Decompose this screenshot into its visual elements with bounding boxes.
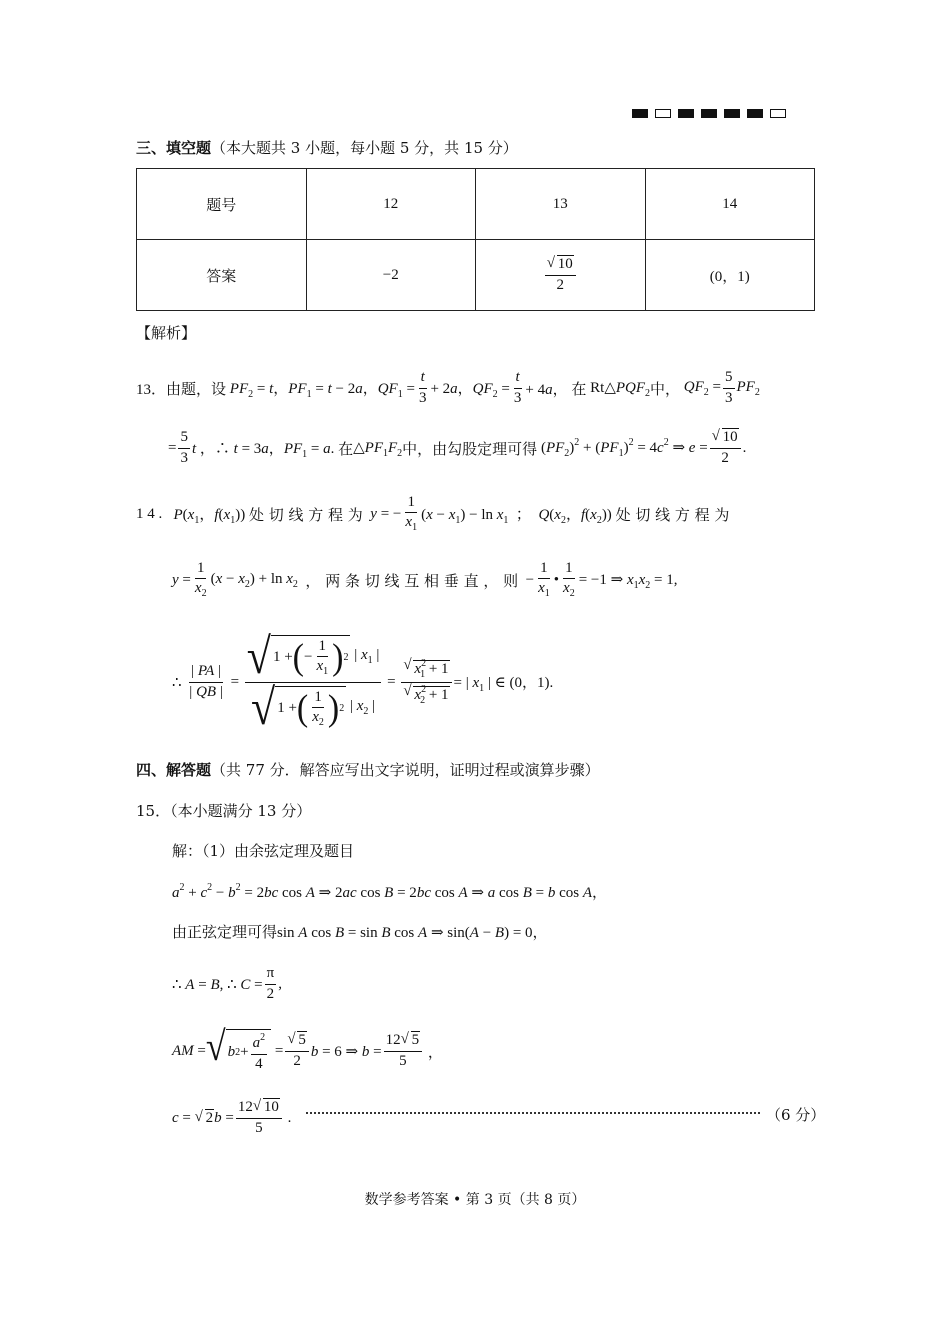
q15-line5: AM = √ b 2 + $\frac{a^2}{4}$ = √ $\frac{5}{2}$ b = 6 ⇒ b = $\frac{12√ 5}{5}$ ，: [172, 1026, 443, 1076]
q13-text: 中，由勾股定理可得: [402, 439, 538, 458]
q15-text: 由正弦定理可得: [172, 923, 278, 941]
page-footer: 数学参考答案 • 第 3 页（共 8 页）: [364, 1192, 586, 1208]
q15-line3: 由正弦定理可得sin A cos B = sin B cos A ⇒ sin(A − B) = 0，: [172, 923, 548, 941]
q13-text: 由题，设: [166, 379, 227, 398]
section3-title: 三、填空题: [136, 139, 212, 157]
analysis-label: 【解析】: [136, 324, 197, 342]
q14-line3: ∴ $\frac{| PA |}{| QB |}$ = √ 1 + ( − $\frac{1}{x_1}$ ) 2 | $x_1$ | √ 1 + ( $\frac{1}{x_2}$ ) 2 | $x_2$ | = √ $x^2_1 + 1$ √ $x^2_2 + 1$ = | $x_1$ | ∈ (0，1).: [172, 622, 553, 742]
q14-number: 1 4 .: [136, 505, 163, 522]
q14-text: 处 切 线 方 程 为: [248, 505, 363, 524]
section4-note: （共 77 分．解答应写出文字说明，证明过程或演算步骤）: [211, 761, 600, 779]
q13-text: 在: [338, 439, 354, 458]
section3-note: （本大题共 3 小题，每小题 5 分，共 15 分）: [211, 139, 518, 157]
answer-14: (0，1): [645, 240, 815, 311]
q13-text: 在: [571, 379, 587, 398]
section3-heading: [136, 137, 518, 158]
marker-filled: [724, 109, 740, 118]
q13-line2: = $\frac{5}{3}$ t ，∴ t = 3a，$PF_1 = a$. 在 $\triangle PF_1F_2$ 中，由勾股定理可得 $(PF_2)^2 + (PF_1)^2 = 4c^2$ ⇒ e = √ $\frac{10}{2}$ .: [168, 428, 746, 468]
q15-line6: c = √ 2b = $\frac{12√ 10}{5}$ .: [172, 1096, 291, 1140]
answer-table: [136, 168, 815, 311]
q15-header: 15．（本小题满分 13 分）: [136, 802, 312, 820]
page-markers: [632, 109, 786, 118]
q14-text: ， 两 条 切 线 互 相 垂 直 ， 则: [305, 571, 519, 590]
table-cell-number: 14: [645, 169, 815, 240]
table-row: [137, 240, 815, 311]
table-row: [137, 169, 815, 240]
marker-filled: [747, 109, 763, 118]
q15-score: （6 分）: [766, 1106, 826, 1124]
q13-number: 13．: [136, 381, 167, 398]
marker-filled: [678, 109, 694, 118]
marker-filled: [701, 109, 717, 118]
answer-12: −2: [306, 240, 476, 311]
q13-line1: 13． 由题，设 $PF_2 = t$，$PF_1 = t - 2a$，$QF_1$ = $\frac{t}{3}$ + 2a，$QF_2$ = $\frac{t}{3}$ + 4a， 在 $Rt\triangle PQF_2$ 中， $QF_2$ = $\frac{5}{3}$ $PF_2$: [136, 369, 760, 406]
q14-text: 处 切 线 方 程 为: [615, 505, 730, 524]
q14-line2: y = $\frac{1}{x_2}$ $(x - x_2) + \ln x_2$ ， 两 条 切 线 互 相 垂 直 ， 则 − $\frac{1}{x_1}$ • $\frac{1}{x_2}$ = −1 ⇒ $x_1x_2 = 1$,: [172, 560, 678, 600]
marker-filled: [632, 109, 648, 118]
q14-line1: 1 4 . $P(x_1$，$f(x_1)$) 处 切 线 方 程 为 y = − $\frac{1}{x_1}$ $(x - x_1) - \ln x_1$ ； $Q(x_2$，$f(x_2)$) 处 切 线 方 程 为: [136, 494, 730, 534]
section4-heading: [136, 759, 600, 780]
q15-line4: ∴ A = B, ∴ C = $\frac{\pi}{2}$ ,: [172, 965, 282, 1002]
leader-dots: [306, 1112, 760, 1114]
q13-text: 中，: [650, 379, 681, 398]
q15-line2: $a^2 + c^2 - b^2 = 2bc$ cos A ⇒ 2ac cos B = 2bc cos A ⇒ a cos B = b cos A，: [172, 882, 608, 901]
marker-empty: [770, 109, 786, 118]
table-row-label: 题号: [137, 169, 307, 240]
table-row-label: 答案: [137, 240, 307, 311]
table-cell-number: 13: [476, 169, 646, 240]
marker-empty: [655, 109, 671, 118]
table-cell-number: 12: [306, 169, 476, 240]
section4-title: 四、解答题: [136, 761, 212, 779]
answer-13: √ $\frac{10}{2}$: [476, 240, 646, 311]
q15-line1: 解：（1）由余弦定理及题目: [172, 842, 355, 860]
